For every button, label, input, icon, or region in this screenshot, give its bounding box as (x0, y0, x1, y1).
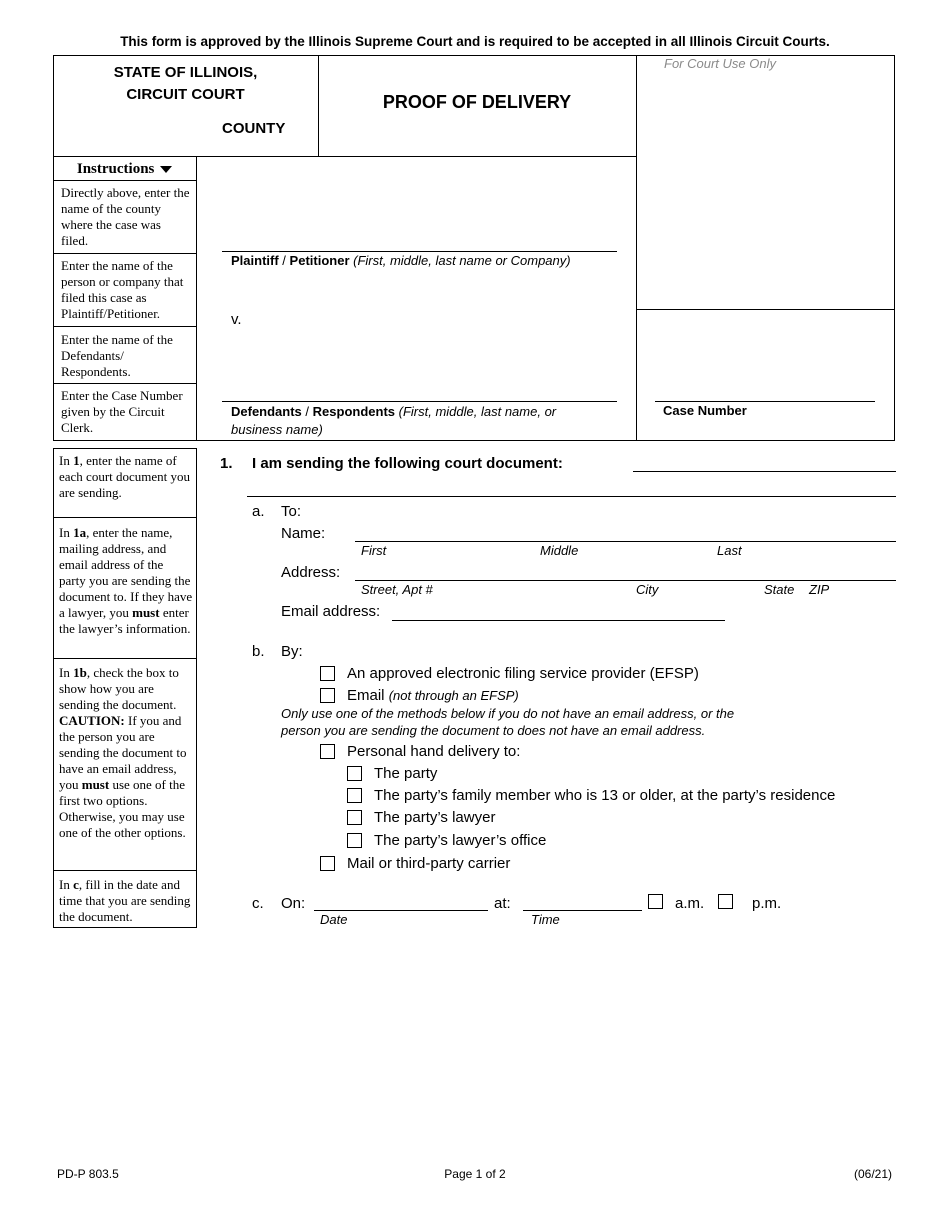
state-hint: State (764, 582, 795, 597)
plaintiff-label: Plaintiff (231, 253, 279, 268)
document-name-line (633, 471, 896, 472)
email-option-note: (not through an EFSP) (388, 688, 519, 703)
name-label: Name: (281, 525, 326, 542)
slash-sep: / (305, 404, 310, 419)
item-c-letter: c. (252, 895, 264, 912)
defendants-hint: (First, middle, last name, or (398, 404, 557, 419)
text: , enter the name, mailing address, and email address of the party you are sending the document to. If they have a lawyer, you (59, 525, 193, 620)
mail-label: Mail or third-party carrier (347, 855, 511, 872)
date-input[interactable] (315, 892, 487, 910)
court-use-area (640, 76, 890, 304)
defendants-label: Defendants (231, 404, 302, 419)
section-1-number: 1. (220, 455, 233, 472)
middle-hint: Middle (540, 543, 579, 558)
instruction-case-number: Enter the Case Number given by the Circuit Clerk. (61, 388, 183, 435)
instr-row-line (53, 253, 196, 254)
instr-row-line (53, 326, 196, 327)
triangle-down-icon (160, 166, 172, 173)
instr-row-line (53, 383, 196, 384)
side-note-divider (53, 870, 197, 871)
court-use-bottom (636, 309, 894, 310)
defendants-caption (231, 403, 556, 439)
court-use-divider (636, 55, 637, 441)
court-use-only-label: For Court Use Only (664, 56, 776, 71)
header-right-border (894, 55, 895, 441)
only-use-line-2: person you are sending the document to does not have an email address. (281, 723, 706, 738)
lawyer-office-checkbox[interactable] (347, 833, 362, 848)
instructions-heading (53, 161, 196, 178)
instruction-county: Directly above, enter the name of the county where the case was filed. (61, 185, 190, 248)
text-bold: must (81, 777, 110, 792)
versus-label: v. (231, 311, 242, 328)
text: If you and the person you are sending the document to have an email address, you (59, 713, 187, 792)
side-note-1a (59, 525, 193, 637)
plaintiff-input[interactable] (224, 212, 616, 250)
time-line (523, 910, 642, 911)
text: , fill in the date and time that you are sending the document. (59, 877, 191, 924)
petitioner-label: Petitioner (289, 253, 350, 268)
time-hint: Time (531, 912, 560, 927)
court-row-bottom (53, 156, 636, 157)
lawyer-label: The party’s lawyer (374, 809, 496, 826)
recipient-name-input[interactable] (356, 522, 895, 541)
document-name-line-2 (247, 496, 896, 497)
approval-notice: This form is approved by the Illinois Supreme Court and is required to be accepted in all Illinois Circuit Courts. (120, 34, 830, 49)
hand-delivery-checkbox[interactable] (320, 744, 335, 759)
defendants-input[interactable] (224, 362, 616, 400)
county-label: COUNTY (222, 120, 286, 137)
text-bold: must (132, 605, 160, 620)
text-bold: 1 (73, 453, 80, 468)
text: In (59, 665, 74, 680)
text-bold: 1b (73, 665, 87, 680)
item-b-letter: b. (252, 643, 265, 660)
instructions-divider (196, 156, 197, 440)
text: In (59, 525, 74, 540)
by-label: By: (281, 643, 303, 660)
side-note-divider (53, 658, 197, 659)
defendants-hint-2: business name) (231, 422, 323, 437)
lawyer-office-label: The party’s lawyer’s office (374, 832, 547, 849)
text-bold: c (73, 877, 79, 892)
family-member-label: The party’s family member who is 13 or older, at the party’s residence (374, 787, 836, 804)
party-label: The party (374, 765, 438, 782)
document-name-input[interactable] (634, 452, 895, 470)
email-option (347, 687, 519, 704)
revision-date: (06/21) (854, 1167, 893, 1181)
instruction-defendants: Enter the name of the Defendants/ Respondents. (61, 332, 173, 379)
first-hint: First (361, 543, 387, 558)
form-id: PD-P 803.5 (57, 1167, 119, 1181)
efsp-label: An approved electronic filing service provider (EFSP) (347, 665, 699, 682)
instr-row-line (53, 180, 196, 181)
text: use one of the first two options. Otherwise, you may use one of the other options. (59, 777, 186, 840)
plaintiff-caption (231, 253, 571, 268)
date-line (314, 910, 488, 911)
am-checkbox[interactable] (648, 894, 663, 909)
last-hint: Last (717, 543, 742, 558)
item-a-letter: a. (252, 503, 265, 520)
page-number: Page 1 of 2 (444, 1167, 506, 1181)
document-name-input-2[interactable] (248, 478, 895, 495)
recipient-email-input[interactable] (393, 601, 724, 620)
am-label: a.m. (675, 895, 705, 912)
slash-sep: / (282, 253, 286, 268)
text: , check the box to show how you are sending the document. (59, 665, 179, 712)
form-title: PROOF OF DELIVERY (382, 92, 572, 112)
at-label: at: (494, 895, 511, 912)
case-number-input[interactable] (656, 364, 874, 400)
party-checkbox[interactable] (347, 766, 362, 781)
plaintiff-line (222, 251, 617, 252)
email-checkbox[interactable] (320, 688, 335, 703)
recipient-name-line (355, 541, 896, 542)
family-member-checkbox[interactable] (347, 788, 362, 803)
case-number-line (655, 401, 875, 402)
text: , enter the name of each court document you are sending. (59, 453, 191, 500)
mail-checkbox[interactable] (320, 856, 335, 871)
case-number-label: Case Number (663, 403, 747, 418)
text: enter the lawyer’s information. (59, 605, 191, 636)
instruction-plaintiff: Enter the name of the person or company that filed this case as Plaintiff/Petitioner. (61, 258, 184, 321)
state-of-illinois: STATE OF ILLINOIS, (113, 64, 258, 81)
side-note-c (59, 877, 193, 925)
recipient-email-line (392, 620, 725, 621)
header-bottom-border (53, 440, 894, 441)
recipient-address-line (355, 580, 896, 581)
side-note-divider (53, 517, 197, 518)
on-label: On: (281, 895, 306, 912)
only-use-line-1: Only use one of the methods below if you do not have an email address, or the (281, 706, 735, 721)
recipient-address-input[interactable] (356, 561, 895, 580)
email-option-label: Email (347, 687, 385, 704)
text: In (59, 453, 74, 468)
text: In (59, 877, 74, 892)
city-hint: City (636, 582, 659, 597)
county-input[interactable] (68, 115, 213, 141)
instructions-heading-text: Instructions (76, 161, 155, 177)
hand-delivery-label: Personal hand delivery to: (347, 743, 521, 760)
only-use-note (281, 705, 734, 739)
circuit-court: CIRCUIT COURT (126, 86, 245, 103)
lawyer-checkbox[interactable] (347, 810, 362, 825)
to-label: To: (281, 503, 302, 520)
side-note-1b (59, 665, 193, 841)
pm-checkbox[interactable] (718, 894, 733, 909)
time-input[interactable] (524, 892, 641, 910)
efsp-checkbox[interactable] (320, 666, 335, 681)
caution-label: CAUTION: (59, 713, 125, 728)
section-1-heading: I am sending the following court document: (252, 455, 563, 472)
address-label: Address: (281, 564, 341, 581)
respondents-label: Respondents (312, 404, 396, 419)
date-hint: Date (320, 912, 348, 927)
zip-hint: ZIP (809, 582, 830, 597)
text-bold: 1a (73, 525, 87, 540)
email-label: Email address: (281, 603, 381, 620)
plaintiff-hint: (First, middle, last name or Company) (353, 253, 571, 268)
defendants-line (222, 401, 617, 402)
pm-label: p.m. (752, 895, 782, 912)
side-note-1 (59, 453, 193, 501)
street-hint: Street, Apt # (361, 582, 433, 597)
